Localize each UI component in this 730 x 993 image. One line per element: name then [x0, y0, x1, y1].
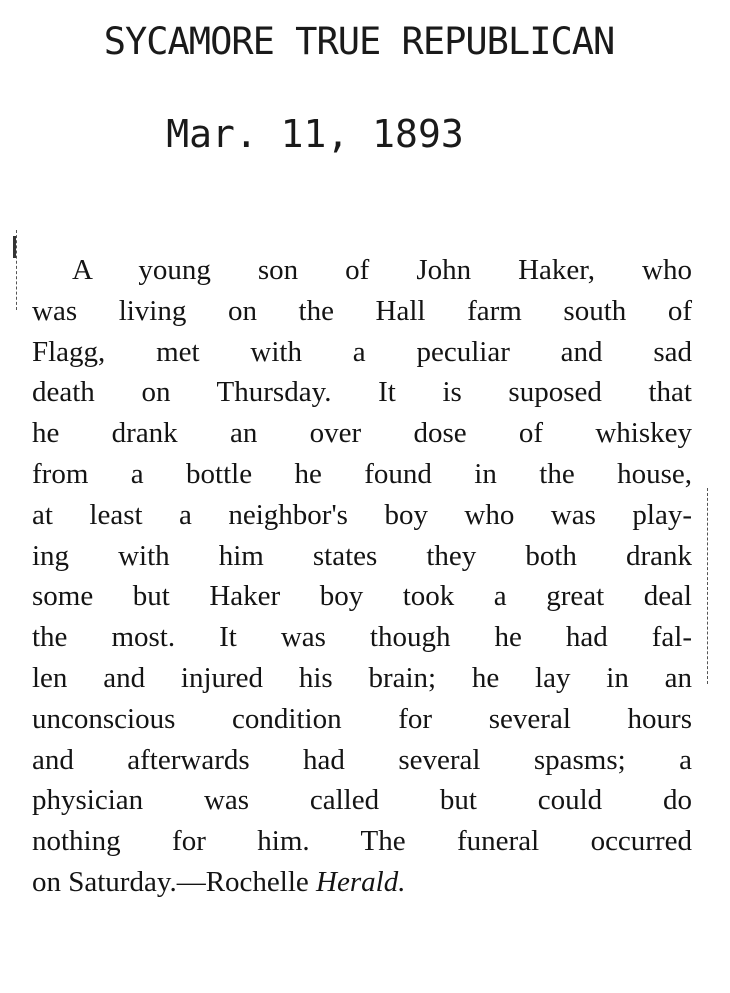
publication-date: Mar. 11, 1893 [166, 112, 464, 156]
article-body [32, 250, 692, 903]
newspaper-name: SYCAMORE TRUE REPUBLICAN [103, 20, 615, 63]
article-line: nothing for him. The funeral occurred [32, 825, 692, 858]
article-line: was living on the Hall farm south of [32, 294, 692, 327]
right-column-rule [707, 488, 708, 684]
article-line: Flagg, met with a peculiar and sad [32, 335, 692, 368]
article-line: A young son of John Haker, who [72, 254, 692, 286]
article-line: death on Thursday. It is suposed that [32, 376, 692, 409]
article-line: len and injured his brain; he lay in an [32, 661, 692, 694]
left-column-rule [16, 230, 17, 310]
article-line: some but Haker boy took a great deal [32, 580, 692, 613]
article-line: and afterwards had several spasms; a [32, 743, 692, 776]
article-line: physician was called but could do [32, 784, 692, 817]
article-line: ing with him states they both drank [32, 539, 692, 572]
article-line: the most. It was though he had fal- [32, 621, 692, 654]
article-final-line [32, 862, 692, 903]
article-line: he drank an over dose of whiskey [32, 417, 692, 450]
article-line: from a bottle he found in the house, [32, 457, 692, 490]
source-name: Herald. [316, 865, 406, 898]
article-line: at least a neighbor's boy who was play- [32, 498, 692, 531]
article-final-text: on Saturday.—Rochelle [32, 865, 317, 898]
article-line: unconscious condition for several hours [32, 702, 692, 735]
